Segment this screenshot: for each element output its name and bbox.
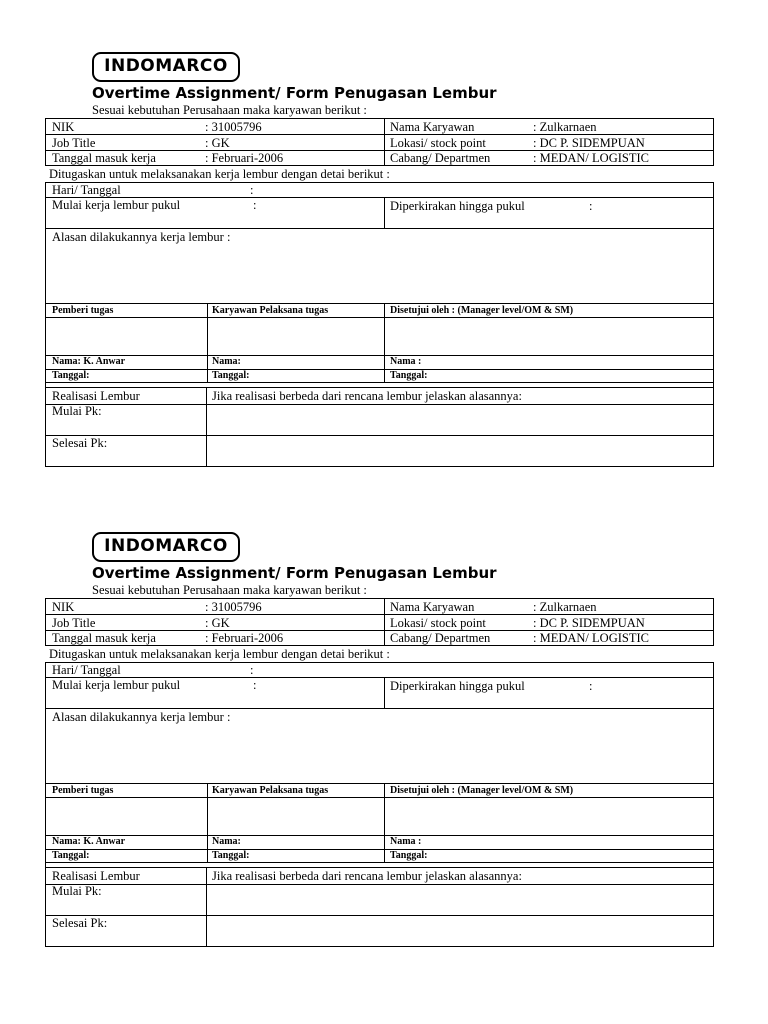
location-label: Lokasi/ stock point <box>390 616 486 630</box>
nik-value: : 31005796 <box>205 600 262 614</box>
realization-start: Mulai Pk: <box>52 404 102 418</box>
start-time-label: Mulai kerja lembur pukul <box>52 678 181 692</box>
giver-date: Tanggal: <box>52 370 90 381</box>
executor-name: Nama: <box>212 356 241 367</box>
logo-text: INDOMARCO <box>104 536 228 556</box>
end-time-label: Diperkirakan hingga pukul <box>390 679 525 693</box>
join-date-label: Tanggal masuk kerja <box>52 151 156 165</box>
job-title-label: Job Title <box>52 616 96 630</box>
approver-header: Disetujui oleh : (Manager level/OM & SM) <box>390 785 574 796</box>
realization-note: Jika realisasi berbeda dari rencana lembur jelaskan alasannya: <box>212 389 522 403</box>
location-value: : DC P. SIDEMPUAN <box>533 616 645 630</box>
nik-value: : 31005796 <box>205 120 262 134</box>
branch-label: Cabang/ Departmen <box>390 151 491 165</box>
executor-date: Tanggal: <box>212 850 250 861</box>
end-time-colon: : <box>589 199 593 213</box>
reason-label: Alasan dilakukannya kerja lembur : <box>52 710 231 724</box>
day-date-colon: : <box>250 183 254 197</box>
giver-date: Tanggal: <box>52 850 90 861</box>
branch-value: : MEDAN/ LOGISTIC <box>533 151 649 165</box>
realization-label: Realisasi Lembur <box>52 389 140 403</box>
job-title-label: Job Title <box>52 136 96 150</box>
branch-label: Cabang/ Departmen <box>390 631 491 645</box>
approver-date: Tanggal: <box>390 850 428 861</box>
assign-text: Ditugaskan untuk melaksanakan kerja lembur dengan detai berikut : <box>49 167 390 181</box>
employee-name-label: Nama Karyawan <box>390 600 475 614</box>
indomarco-logo <box>92 532 240 562</box>
overtime-form-2 <box>0 531 768 1011</box>
reason-label: Alasan dilakukannya kerja lembur : <box>52 230 231 244</box>
branch-value: : MEDAN/ LOGISTIC <box>533 631 649 645</box>
executor-header: Karyawan Pelaksana tugas <box>212 305 329 316</box>
end-time-colon: : <box>589 679 593 693</box>
start-time-colon: : <box>253 198 257 212</box>
realization-start: Mulai Pk: <box>52 884 102 898</box>
giver-name: Nama: K. Anwar <box>52 356 126 367</box>
realization-end: Selesai Pk: <box>52 436 108 450</box>
location-value: : DC P. SIDEMPUAN <box>533 136 645 150</box>
realization-label: Realisasi Lembur <box>52 869 140 883</box>
approver-name: Nama : <box>390 356 422 367</box>
join-date-value: : Februari-2006 <box>205 631 284 645</box>
intro-text: Sesuai kebutuhan Perusahaan maka karyawan berikut : <box>92 583 367 597</box>
day-date-colon: : <box>250 663 254 677</box>
approver-header: Disetujui oleh : (Manager level/OM & SM) <box>390 305 574 316</box>
day-date-label: Hari/ Tanggal <box>52 663 121 677</box>
realization-end: Selesai Pk: <box>52 916 108 930</box>
approver-name: Nama : <box>390 836 422 847</box>
location-label: Lokasi/ stock point <box>390 136 486 150</box>
employee-name-value: : Zulkarnaen <box>533 120 597 134</box>
job-title-value: : GK <box>205 616 230 630</box>
intro-text: Sesuai kebutuhan Perusahaan maka karyawan berikut : <box>92 103 367 117</box>
approver-date: Tanggal: <box>390 370 428 381</box>
form-title: Overtime Assignment/ Form Penugasan Lembur <box>92 84 497 102</box>
assign-text: Ditugaskan untuk melaksanakan kerja lembur dengan detai berikut : <box>49 647 390 661</box>
employee-name-value: : Zulkarnaen <box>533 600 597 614</box>
day-date-label: Hari/ Tanggal <box>52 183 121 197</box>
join-date-label: Tanggal masuk kerja <box>52 631 156 645</box>
nik-label: NIK <box>52 600 75 614</box>
giver-name: Nama: K. Anwar <box>52 836 126 847</box>
employee-name-label: Nama Karyawan <box>390 120 475 134</box>
executor-date: Tanggal: <box>212 370 250 381</box>
start-time-colon: : <box>253 678 257 692</box>
logo-text: INDOMARCO <box>104 56 228 76</box>
job-title-value: : GK <box>205 136 230 150</box>
executor-header: Karyawan Pelaksana tugas <box>212 785 329 796</box>
end-time-label: Diperkirakan hingga pukul <box>390 199 525 213</box>
nik-label: NIK <box>52 120 75 134</box>
indomarco-logo <box>92 52 240 82</box>
realization-note: Jika realisasi berbeda dari rencana lembur jelaskan alasannya: <box>212 869 522 883</box>
join-date-value: : Februari-2006 <box>205 151 284 165</box>
giver-header: Pemberi tugas <box>52 305 114 316</box>
form-title: Overtime Assignment/ Form Penugasan Lembur <box>92 564 497 582</box>
giver-header: Pemberi tugas <box>52 785 114 796</box>
overtime-form-1 <box>0 51 768 531</box>
executor-name: Nama: <box>212 836 241 847</box>
start-time-label: Mulai kerja lembur pukul <box>52 198 181 212</box>
